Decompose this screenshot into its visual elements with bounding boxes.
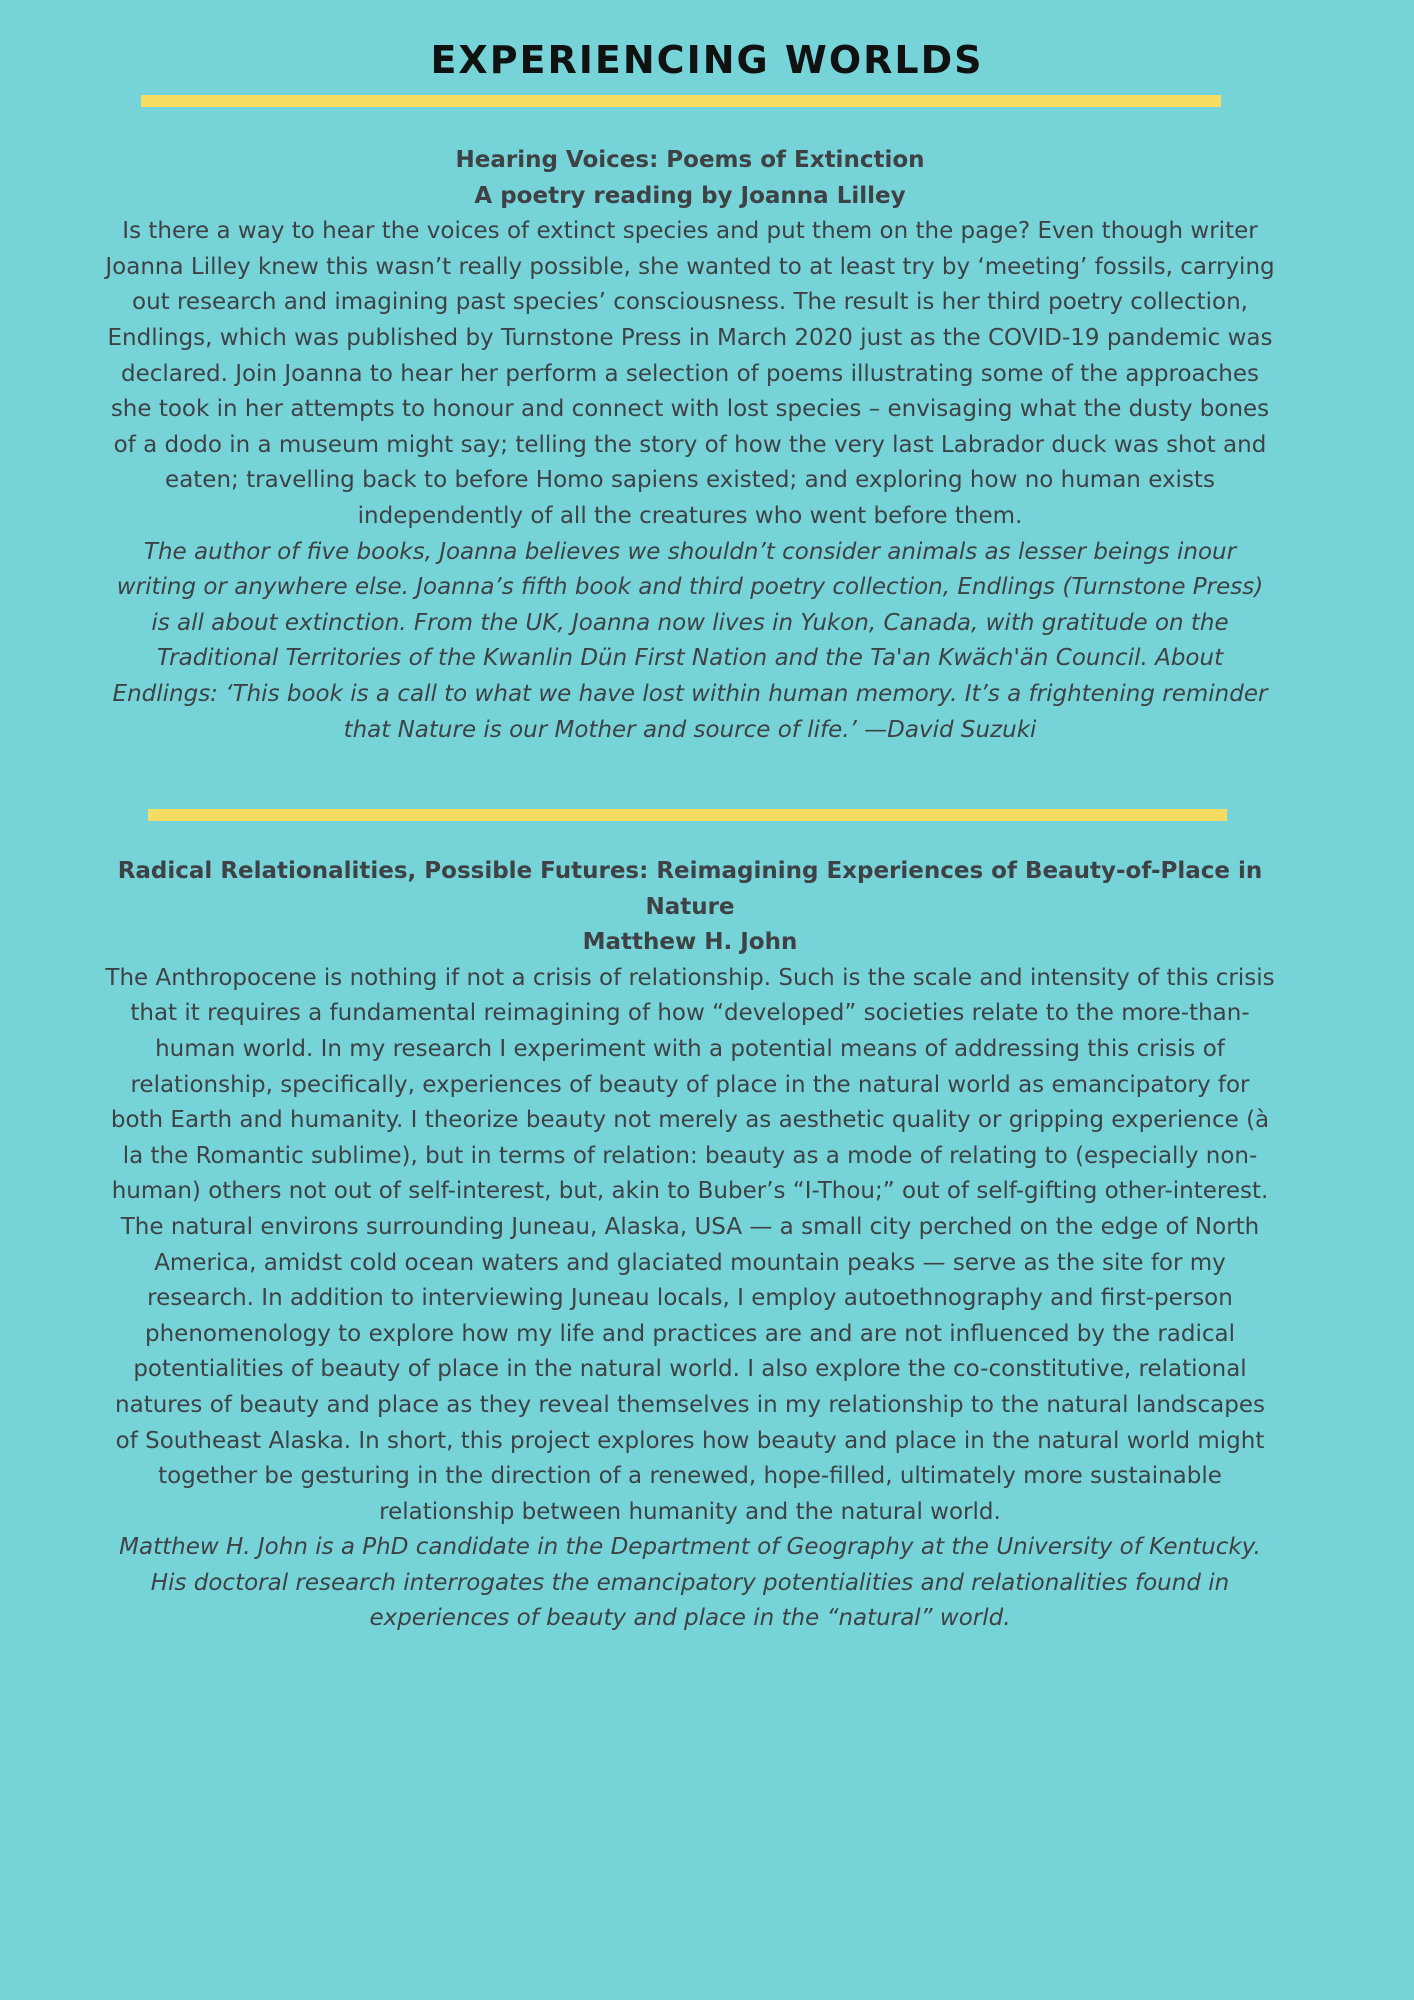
page-title: EXPERIENCING WORLDS <box>430 38 984 82</box>
event-bio: Matthew H. John is a PhD candidate in the Department of Geography at the University of Kentucky. His doctoral research interrogates the emancipatory potentialities and relationalities found in experiences of beauty and place in the “natural” world. <box>119 1534 1261 1632</box>
event-subtitle: A poetry reading by Joanna Lilley <box>474 182 906 209</box>
event-subtitle: Matthew H. John <box>582 929 798 956</box>
event-description: The Anthropocene is nothing if not a crisis of relationship. Such is the scale and intensity of this crisis that it requires a fundamental reimagining of how “developed” societies relate to the more-than-human world. In my research I experiment with a potential means of addressing this crisis of relationship, specifically, experiences of beauty of place in the natural world as emancipatory for both Earth and humanity. I theorize beauty not merely as aesthetic quality or gripping experience (à la the Romantic sublime), but in terms of relation: beauty as a mode of relating to (especially non-human) others not out of self-interest, but, akin to Buber’s “I-Thou;” out of self-gifting other-interest. The natural environs surrounding Juneau, Alaska, USA — a small city perched on the edge of North America, amidst cold ocean waters and glaciated mountain peaks — serve as the site for my research. In addition to interviewing Juneau locals, I employ autoethnography and first-person phenomenology to explore how my life and practices are and are not influenced by the radical potentialities of beauty of place in the natural world. I also explore the co-constitutive, relational natures of beauty and place as they reveal themselves in my relationship to the natural landscapes of Southeast Alaska. In short, this project explores how beauty and place in the natural world might together be gesturing in the direction of a renewed, hope-filled, ultimately more sustainable relationship between humanity and the natural world. <box>105 964 1275 1525</box>
event-hearing-voices <box>104 143 1276 748</box>
event-title: Hearing Voices: Poems of Extinction <box>455 147 925 173</box>
event-radical-relationalities <box>104 854 1276 1637</box>
event-description: Is there a way to hear the voices of extinct species and put them on the page? Even though writer Joanna Lilley knew this wasn’t really possible, she wanted to at least try by ‘meeting’ fossils, carrying out research and imagining past species’ consciousness. The result is her third poetry collection, Endlings, which was published by Turnstone Press in March 2020 just as the COVID-19 pandemic was declared. Join Joanna to hear her perform a selection of poems illustrating some of the approaches she took in her attempts to honour and connect with lost species – envisaging what the dusty bones of a dodo in a museum might say; telling the story of how the very last Labrador duck was shot and eaten; travelling back to before Homo sapiens existed; and exploring how no human exists independently of all the creatures who went before them. <box>105 218 1275 529</box>
top-divider <box>141 95 1221 107</box>
event-title: Radical Relationalities, Possible Futures: Reimagining Experiences of Beauty-of-Place in Nature <box>117 858 1263 920</box>
event-bio: The author of five books, Joanna believes we shouldn’t consider animals as lesser beings inour writing or anywhere else. Joanna’s fifth book and third poetry collection, Endlings (Turnstone Press) is all about extinction. From the UK, Joanna now lives in Yukon, Canada, with gratitude on the Traditional Territories of the Kwanlin Dün First Nation and the Ta'an Kwäch'än Council. About Endlings: ‘This book is a call to what we have lost within human memory. It’s a frightening reminder that Nature is our Mother and source of life.’ —David Suzuki <box>112 538 1268 743</box>
section-divider <box>148 809 1227 821</box>
